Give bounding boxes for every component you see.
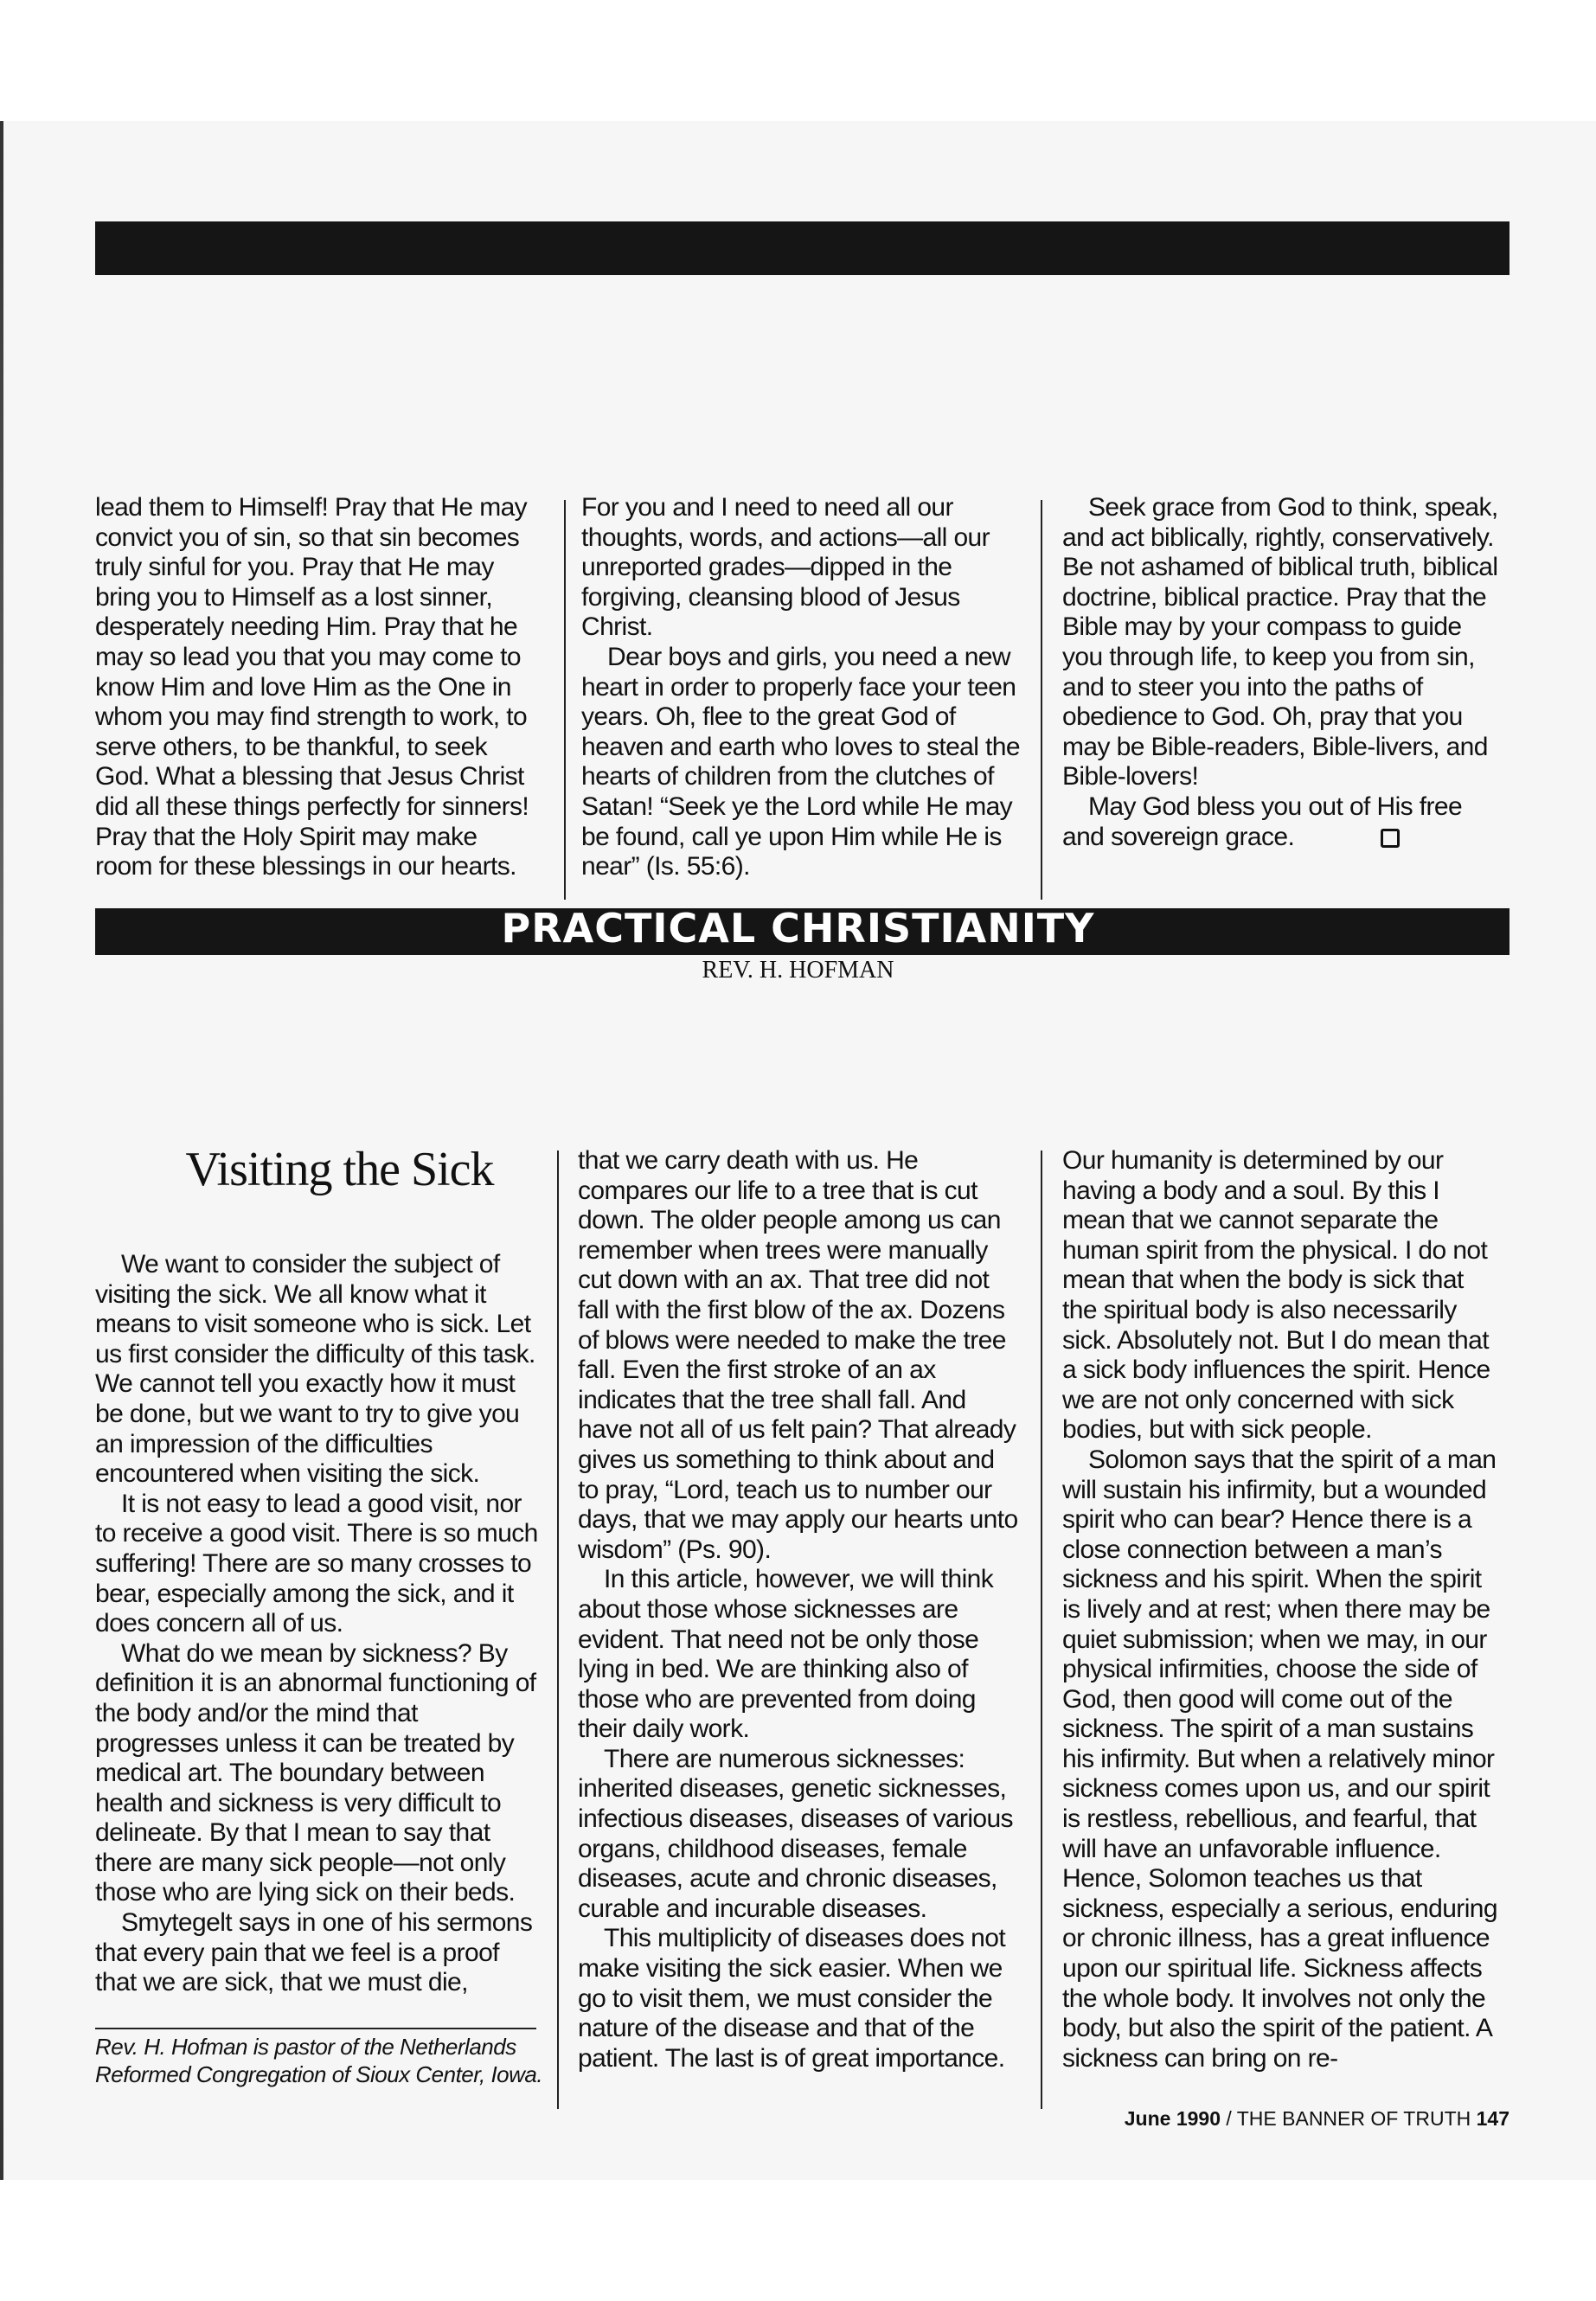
top-col1-para-1: lead them to Himself! Pray that He may convict you of sin, so that sin becomes truly sinful for you. Pray that He may bring you to Himself as a lost sinner, desperately needing Him. Pray that he may so lead you that you may come to know Him and love Him as the One in whom you may find strength to work, to serve others, to be thankful, to seek God. What a blessing that Jesus Christ did all these things perfectly for sinners! Pray that the Holy Spirit may make room for these blessings in our hearts. [95,493,529,881]
top-col2-para-2: Dear boys and girls, you need a new heart in order to properly face your teen years. Oh, flee to the great God of heaven and earth who loves to steal the hearts of children from the clutches of Satan! “Seek ye the Lord while He may be found, call ye upon Him while He is near” (Is. 55:6). [581,642,1020,881]
top-column-2 [581,493,1022,882]
article-col3-para-1: Our humanity is determined by our having a body and a soul. By this I mean that we cannot separate the human spirit from the physical. I do not mean that when the body is sick that the spiritual body is also necessarily sick. Absolutely not. But I do mean that a sick body influences the spirit. Hence we are not only concerned with sick bodies, but with sick people. [1062,1146,1490,1445]
article-col1-para-3: What do we mean by sickness? By definition it is an abnormal functioning of the body and/or the mind that progresses unless it can be treated by medical art. The boundary between health and sickness is very difficult to delineate. By that I mean to say that there are many sick people—not only those who are lying sick on their beds. [95,1638,536,1907]
top-col3-closing: May God bless you out of His free and sovereign grace. [1062,792,1463,851]
article-col2-para-2: In this article, however, we will think about those whose sicknesses are evident. That need not be only those lying in bed. We are thinking also of those who are prevented from doing their daily work. [578,1565,994,1744]
article-column-rule-2 [1041,1150,1042,2109]
article-title: Visiting the Sick [185,1143,494,1196]
top-col2-para-1: For you and I need to need all our thoughts, words, and actions—all our unreported grades—dipped in the forgiving, cleansing blood of Jesus Christ. [581,493,990,642]
top-column-1 [95,493,536,882]
top-col3-para-1: Seek grace from God to think, speak, and act biblically, rightly, conservatively. Be not ashamed of biblical truth, biblical doctrine, biblical practice. Pray that the Bible may by your compass to guide you through life, to keep you from sin, and to steer you into the paths of obedience to God. Oh, pray that you may be Bible-readers, Bible-livers, and Bible-lovers! [1062,493,1498,792]
page-number: 147 [1476,2107,1509,2130]
article-column-rule-1 [557,1150,559,2109]
article-col1-para-2: It is not easy to lead a good visit, nor to receive a good visit. There is so much suffering! There are so many crosses to bear, especially among the sick, and it does concern all of us. [95,1489,538,1638]
top-column-3 [1062,493,1503,852]
article-column-2 [578,1146,1019,2073]
top-col3-para-2 [1062,792,1503,852]
article-column-3 [1062,1146,1503,2073]
article-column-1 [95,1250,541,1998]
top-black-bar [95,221,1509,275]
top-column-rule-1 [564,500,566,900]
scan-edge [0,121,3,2180]
author-byline: REV. H. HOFMAN [702,957,894,984]
article-col1-para-1: We want to consider the subject of visiting the sick. We all know what it means to visit someone who is sick. Let us first consider the difficulty of this task. We cannot tell you exactly how it must be done, but we want to try to give you an impression of the difficulties encountered when visiting the sick. [95,1250,535,1489]
article-col2-para-3: There are numerous sicknesses: inherited diseases, genetic sicknesses, infectious diseases, diseases of various organs, childhood diseases, female diseases, acute and chronic diseases, curable and incurable diseases. [578,1744,1013,1923]
footer-publication: / THE BANNER OF TRUTH [1226,2107,1471,2130]
article-col1-para-4: Smytegelt says in one of his sermons that every pain that we feel is a proof that we are sick, that we must die, [95,1908,533,1997]
footnote-rule [95,2028,536,2029]
page-footer [1125,2107,1509,2131]
article-col2-para-1: that we carry death with us. He compares our life to a tree that is cut down. The older people among us can remember when trees were manually cut down with an ax. That tree did not fall with the first blow of the ax. Dozens of blows were needed to make the tree fall. Even the first stroke of an ax indicates that the tree shall fall. And have not all of us felt pain? That already gives us something to think about and to pray, “Lord, teach us to number our days, that we may apply our hearts unto wisdom” (Ps. 90). [578,1146,1018,1564]
article-col3-para-2: Solomon says that the spirit of a man will sustain his infirmity, but a wounded spirit who can bear? Hence there is a close connection between a man’s sickness and his spirit. When the spirit is lively and at rest; when there may be quiet submission; when we may, in our physical infirmities, choose the side of God, then good will come out of the sickness. The spirit of a man sustains his infirmity. But when a relatively minor sickness comes upon us, and our spirit is restless, rebellious, and fearful, that will have an unfavorable influence. Hence, Solomon teaches us that sickness, especially a serious, enduring or chronic illness, has a great influence upon our spiritual life. Sickness affects the whole body. It involves not only the body, but also the spirit of the patient. A sickness can bring on re- [1062,1445,1497,2073]
footer-date: June 1990 [1124,2107,1221,2130]
end-of-article-mark [1381,829,1400,848]
article-col2-para-4: This multiplicity of diseases does not make visiting the sick easier. When we go to visit them, we must consider the nature of the disease and that of the patient. The last is of great importance. [578,1924,1006,2073]
section-title: PRACTICAL CHRISTIANITY [501,905,1095,952]
author-footnote: Rev. H. Hofman is pastor of the Netherlands Reformed Congregation of Sioux Center, Iowa. [95,2034,543,2087]
top-column-rule-2 [1041,500,1042,900]
